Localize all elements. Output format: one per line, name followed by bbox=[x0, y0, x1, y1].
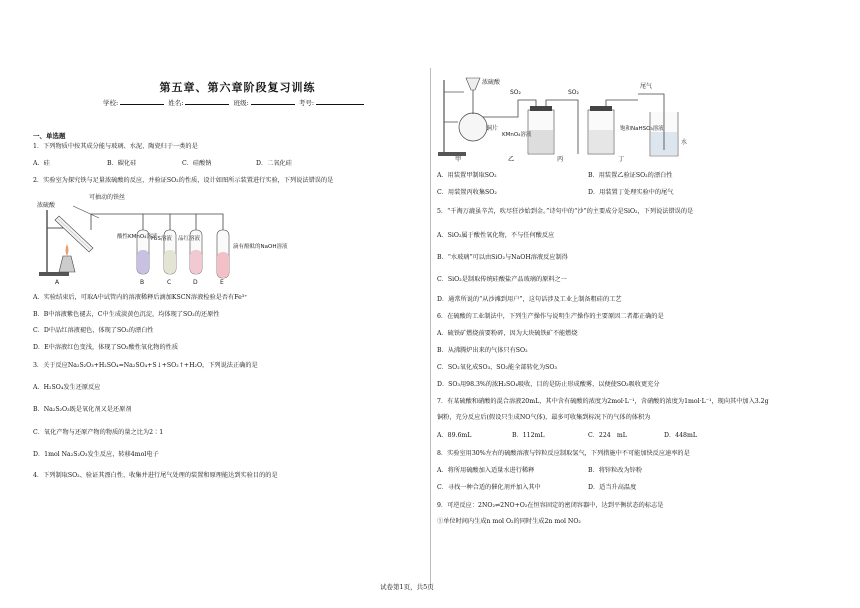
q1-stem: 1．下列物质中按其成分能与玻璃、水泥、陶瓷归于一类的是 bbox=[33, 143, 198, 150]
q6-option-b[interactable]: B．从沸腾炉出来的气体只有SO₂ bbox=[437, 347, 528, 354]
q4-apparatus-figure bbox=[438, 72, 688, 164]
q4-fig-label-so2-a: SO₂ bbox=[510, 89, 521, 96]
exam-no-blank[interactable] bbox=[316, 98, 364, 105]
q2-fig-label-wire: 可抽动的铁丝 bbox=[89, 194, 126, 201]
q1-option-d[interactable]: D．二氧化硅 bbox=[256, 160, 292, 167]
q8-option-d[interactable]: D．适当升高温度 bbox=[588, 484, 637, 491]
q4-fig-label-kmno4: KMnO₄溶液 bbox=[502, 132, 532, 138]
column-divider bbox=[430, 68, 431, 588]
student-info-fields bbox=[103, 98, 366, 107]
q4-fig-label-acid: 浓硫酸 bbox=[482, 79, 501, 86]
q2-apparatus-figure bbox=[33, 190, 313, 286]
q4-fig-label-copper: 铜片 bbox=[486, 125, 499, 132]
q9-statement-1: ①单位时间内生成n mol O₂的同时生成2n mol NO₂ bbox=[437, 518, 581, 525]
q7-option-b[interactable]: B．112mL bbox=[512, 432, 545, 439]
q4-option-d[interactable]: D．用装置丁处理实验中的尾气 bbox=[588, 189, 674, 196]
q1-option-b[interactable]: B．碳化硅 bbox=[107, 160, 137, 167]
q6-option-c[interactable]: C．SO₂氧化成SO₃，SO₂能全部转化为SO₃ bbox=[437, 364, 557, 371]
q4-fig-caption-ding: 丁 bbox=[618, 156, 625, 163]
q4-option-b[interactable]: B．用装置乙验证SO₂的漂白性 bbox=[588, 172, 673, 179]
name-blank[interactable] bbox=[185, 98, 229, 105]
q2-stem: 2．实验室为探究铁与足量浓硫酸的反应，并验证SO₂的性质，设计如图所示装置进行实验，下列说法错误的是 bbox=[33, 177, 334, 184]
q8-option-c[interactable]: C．寻找一种合适的催化剂并加入其中 bbox=[437, 484, 541, 491]
q3-option-d[interactable]: D．1mol Na₂S₂O₃发生反应，转移4mol电子 bbox=[33, 451, 159, 458]
exam-no-label: 考号: bbox=[298, 99, 315, 107]
school-blank[interactable] bbox=[120, 98, 164, 105]
q7-option-a[interactable]: A．89.6mL bbox=[437, 432, 472, 439]
q4-fig-label-nahso3: 饱和NaHSO₃溶液 bbox=[620, 126, 664, 132]
page-footer: 试卷第1页，共5页 bbox=[380, 583, 434, 591]
q7-option-c[interactable]: C．224 mL bbox=[588, 432, 627, 439]
q8-option-a[interactable]: A．将所用硫酸加入适量水进行稀释 bbox=[437, 467, 535, 474]
school-label: 学校: bbox=[103, 99, 119, 107]
q7-option-d[interactable]: D．448mL bbox=[664, 432, 697, 439]
q6-option-d[interactable]: D．SO₃用98.3%的浓H₂SO₄吸收，目的是防止形成酸雾，以便使SO₃吸收更充分 bbox=[437, 381, 660, 388]
q4-fig-label-water: 水 bbox=[681, 139, 688, 146]
q2-fig-label-e: 滴有酚酞的NaOH溶液 bbox=[233, 244, 288, 250]
q2-option-d[interactable]: D．E中溶液红色变浅，体现了SO₂酸性氧化物的性质 bbox=[33, 344, 179, 351]
q4-option-a[interactable]: A．用装置甲制取SO₂ bbox=[437, 172, 497, 179]
q5-option-c[interactable]: C．SiO₂是制取传统硅酸盐产品玻璃的原料之一 bbox=[437, 276, 567, 283]
q8-option-b[interactable]: B．将锌粒改为锌粉 bbox=[588, 467, 643, 474]
q3-option-c[interactable]: C．氧化产物与还原产物的物质的量之比为2∶1 bbox=[33, 429, 164, 436]
q8-stem: 8．实验室用30%左右的硫酸溶液与锌粒反应制取氢气，下列措施中不可能加快反应速率的是 bbox=[437, 450, 690, 457]
q3-option-a[interactable]: A．H₂SO₄发生还原反应 bbox=[33, 384, 101, 391]
q4-fig-label-tail-gas: 尾气 bbox=[640, 83, 653, 90]
q4-fig-caption-yi: 乙 bbox=[508, 156, 515, 163]
class-blank[interactable] bbox=[251, 98, 295, 105]
q1-option-c[interactable]: C．硅酸钠 bbox=[182, 160, 212, 167]
q1-option-a[interactable]: A．硅 bbox=[33, 160, 50, 167]
q3-option-b[interactable]: B．Na₂S₂O₃既是氧化剂又是还原剂 bbox=[33, 406, 132, 413]
q4-stem: 4．下列制取SO₂、验证其漂白性、收集并进行尾气处理的装置和原理能达到实验目的的是 bbox=[33, 472, 278, 479]
q2-fig-letter-e: E bbox=[220, 279, 224, 286]
q5-option-b[interactable]: B．“水玻璃”可以由SiO₂与NaOH溶液反应制得 bbox=[437, 254, 568, 261]
q2-fig-label-b: 酸性KMnO₄溶液 bbox=[117, 234, 158, 240]
q7-stem: 7．有某硫酸和硝酸的混合溶液20mL，其中含有硫酸的浓度为2mol·L⁻¹，含硝酸的浓度为1mol·L⁻¹，现向其中加入3.2g bbox=[437, 398, 769, 405]
q6-option-a[interactable]: A．硫铁矿燃烧前要粉碎，因为大块硫铁矿不能燃烧 bbox=[437, 330, 578, 337]
q5-stem: 5．“千淘万漉虽辛苦，吹尽狂沙始到金。”诗句中的“沙”的主要成分是SiO₂，下列说法错误的是 bbox=[437, 208, 694, 215]
q3-stem: 3．关于反应Na₂S₂O₃+H₂SO₄=Na₂SO₄+S↓+SO₂↑+H₂O，下列说法正确的是 bbox=[33, 362, 258, 369]
q2-fig-letter-b: B bbox=[140, 279, 145, 286]
q5-option-a[interactable]: A．SiO₂属于酸性氧化物，不与任何酸反应 bbox=[437, 232, 555, 239]
q2-fig-label-acid: 浓硫酸 bbox=[37, 202, 56, 209]
q2-fig-letter-c: C bbox=[167, 279, 172, 286]
q9-stem: 9．可逆反应：2NO₂⇌2NO+O₂在恒容固定的密闭容器中，达到平衡状态的标志是 bbox=[437, 502, 664, 509]
q7-stem-line2: 铜粉，充分反应后(假设只生成NO气体)，最多可收集到标况下的气体的体积为 bbox=[437, 414, 651, 421]
q4-fig-caption-jia: 甲 bbox=[455, 156, 462, 163]
name-label: 姓名: bbox=[168, 99, 184, 107]
q2-fig-label-c: H₂S溶液 bbox=[151, 236, 172, 242]
q2-fig-letter-a: A bbox=[55, 279, 60, 286]
q4-fig-caption-bing: 丙 bbox=[557, 156, 564, 163]
q6-stem: 6．在硫酸的工业制法中，下列生产操作与说明生产操作的主要原因二者都正确的是 bbox=[437, 313, 664, 320]
class-label: 班级: bbox=[233, 99, 249, 107]
q2-fig-label-d: 品红溶液 bbox=[178, 236, 201, 242]
q2-fig-letter-d: D bbox=[193, 279, 198, 286]
q4-fig-label-so2-b: SO₂ bbox=[568, 89, 579, 96]
page-title: 第五章、第六章阶段复习训练 bbox=[159, 81, 316, 94]
q2-option-c[interactable]: C．D中品红溶液褪色，体现了SO₂的漂白性 bbox=[33, 327, 154, 334]
section-heading: 一、单选题 bbox=[33, 132, 66, 140]
q4-option-c[interactable]: C．用装置丙收集SO₂ bbox=[437, 189, 497, 196]
q2-option-a[interactable]: A．实验结束后，可取A中试管内的溶液稀释后滴加KSCN溶液检验是否有Fe³⁺ bbox=[33, 294, 248, 301]
q5-option-d[interactable]: D．通常所说的“从沙滩到用户”，这句话涉及工业上制备粗硅的工艺 bbox=[437, 296, 622, 303]
q2-option-b[interactable]: B．B中溶液紫色褪去，C中生成淡黄色沉淀，均体现了SO₂的还原性 bbox=[33, 311, 220, 318]
